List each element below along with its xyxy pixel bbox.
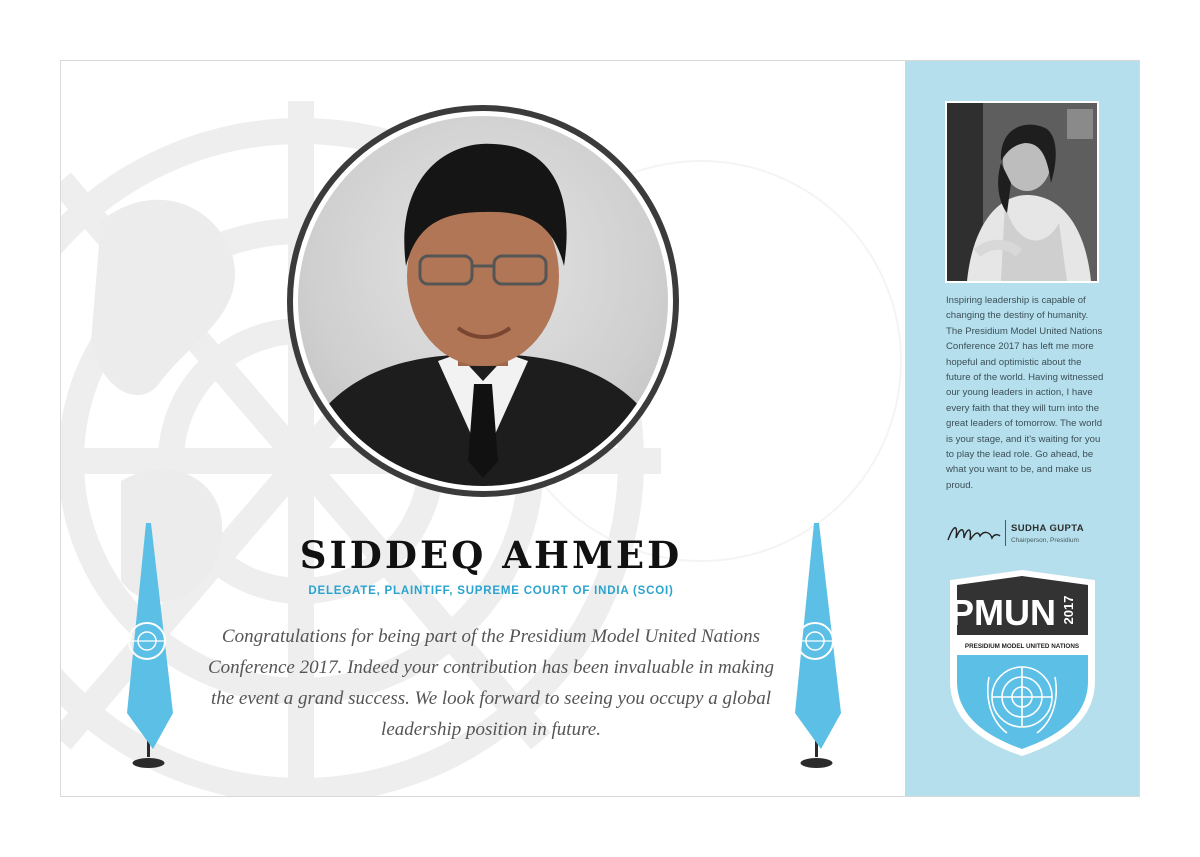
- un-flag-left-icon: [119, 523, 179, 773]
- recipient-role: DELEGATE, PLAINTIFF, SUPREME COURT OF INDIA (SCOI): [308, 585, 674, 597]
- recipient-name: SIDDEQ AHMED: [299, 533, 683, 577]
- logo-wordmark: PMUN: [950, 592, 1056, 633]
- chairperson-panel: [905, 61, 1140, 797]
- signature-divider: [1005, 520, 1006, 546]
- recipient-photo-illustration: [298, 116, 668, 486]
- recipient-portrait: [298, 116, 668, 486]
- recipient-portrait-frame: [287, 105, 679, 497]
- logo-tagline: PRESIDIUM MODEL UNITED NATIONS: [964, 643, 1080, 650]
- chairperson-photo: [945, 101, 1099, 283]
- chairperson-photo-illustration: [947, 103, 1097, 281]
- congratulations-message: Congratulations for being part of the Presidium Model United Nations Conference 2017. Indeed your contribution has been invaluable in making the event a grand success. We look forward to seeing you occupy a global leadership position in future.: [207, 626, 774, 740]
- signatory-name: SUDHA GUPTA: [1011, 523, 1085, 534]
- pmun-logo-badge: [945, 569, 1100, 757]
- handwritten-signature-icon: [946, 518, 1002, 548]
- chairperson-quote: Inspiring leadership is capable of changing the destiny of humanity. The Presidium Model United Nations Conference 2017 has left me more hopeful and optimistic about the future of the world. Having witnessed our young leaders in action, I have every faith that they will turn into the great leaders of tomorrow. The world is your stage, and it's waiting for you to play the lead role. Go ahead, be what you want to be, and make us proud.: [946, 295, 1104, 491]
- logo-year: 2017: [1061, 595, 1076, 625]
- un-flag-right-icon: [787, 523, 847, 773]
- certificate: [60, 60, 1140, 797]
- signatory-title: Chairperson, Presidium: [1011, 537, 1079, 544]
